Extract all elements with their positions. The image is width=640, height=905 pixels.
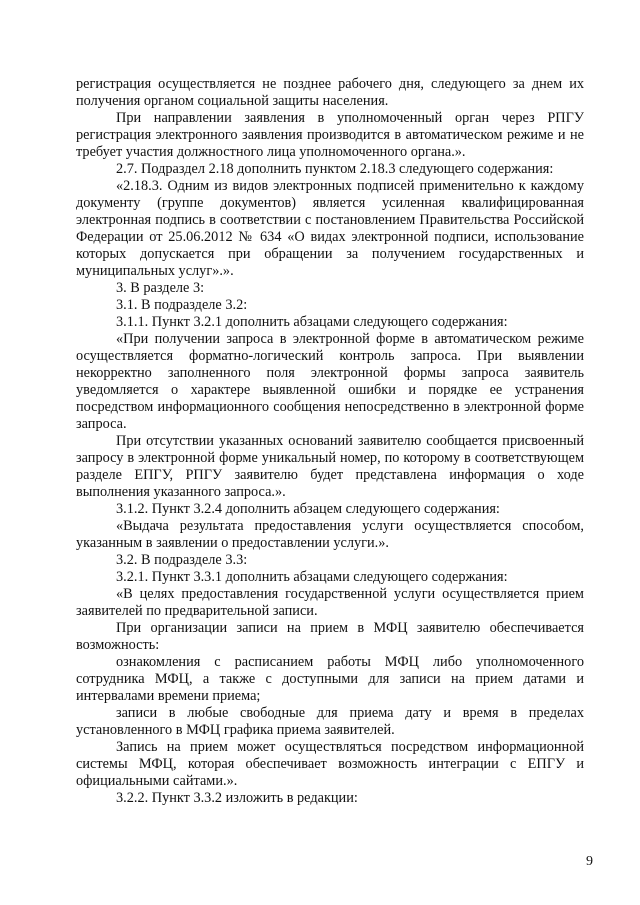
paragraph: 3.1.2. Пункт 3.2.4 дополнить абзацем следующего содержания: [116,501,500,517]
paragraph: 3.1. В подразделе 3.2: [116,297,248,313]
paragraph: 2.7. Подраздел 2.18 дополнить пунктом 2.18.3 следующего содержания: [116,161,554,177]
paragraph: 3.2.1. Пункт 3.3.1 дополнить абзацами следующего содержания: [116,569,508,585]
document-body [76,76,584,807]
paragraph: «В целях предоставления государственной услуги осуществляется прием заявителей по предварительной записи. [76,586,584,619]
paragraph: ознакомления с расписанием работы МФЦ либо уполномоченного сотрудника МФЦ, а также с доступными для записи на прием датами и интервалами времени приема; [76,654,584,704]
paragraph: При направлении заявления в уполномоченный орган через РПГУ регистрация электронного заявления производится в автоматическом режиме и не требует участия должностного лица уполномоченного органа.». [76,110,584,160]
paragraph: 3.1.1. Пункт 3.2.1 дополнить абзацами следующего содержания: [116,314,508,330]
page-number: 9 [586,854,593,869]
paragraph: При отсутствии указанных оснований заявителю сообщается присвоенный запросу в электронной форме уникальный номер, по которому в соответствующем разделе ЕПГУ, РПГУ заявителю будет представлена информация о ходе выполнения указанного запроса.». [76,433,584,500]
paragraph: 3.2.2. Пункт 3.3.2 изложить в редакции: [116,790,358,806]
paragraph: 3. В разделе 3: [116,280,205,296]
paragraph: «Выдача результата предоставления услуги осуществляется способом, указанным в заявлении о предоставлении услуги.». [76,518,584,551]
paragraph: При организации записи на прием в МФЦ заявителю обеспечивается возможность: [76,620,584,653]
paragraph: регистрация осуществляется не позднее рабочего дня, следующего за днем их получения органом социальной защиты населения. [76,76,584,109]
paragraph: записи в любые свободные для приема дату и время в пределах установленного в МФЦ графика приема заявителей. [76,705,584,738]
paragraph: 3.2. В подразделе 3.3: [116,552,248,568]
paragraph: «При получении запроса в электронной форме в автоматическом режиме осуществляется форматно-логический контроль запроса. При выявлении некорректно заполненного поля электронной формы запроса заявитель уведомляется о характере выявленной ошибки и порядке ее устранения посредством информационного сообщения непосредственно в электронной форме запроса. [76,331,584,432]
paragraph: Запись на прием может осуществляться посредством информационной системы МФЦ, которая обеспечивает возможность интеграции с ЕПГУ и официальными сайтами.». [76,739,584,789]
paragraph: «2.18.3. Одним из видов электронных подписей применительно к каждому документу (группе документов) является усиленная квалифицированная электронная подпись в соответствии с постановлением Правительства Российской Федерации от 25.06.2012 № 634 «О видах электронной подписи, использование которых допускается при обращении за получением государственных и муниципальных услуг».». [76,178,584,279]
